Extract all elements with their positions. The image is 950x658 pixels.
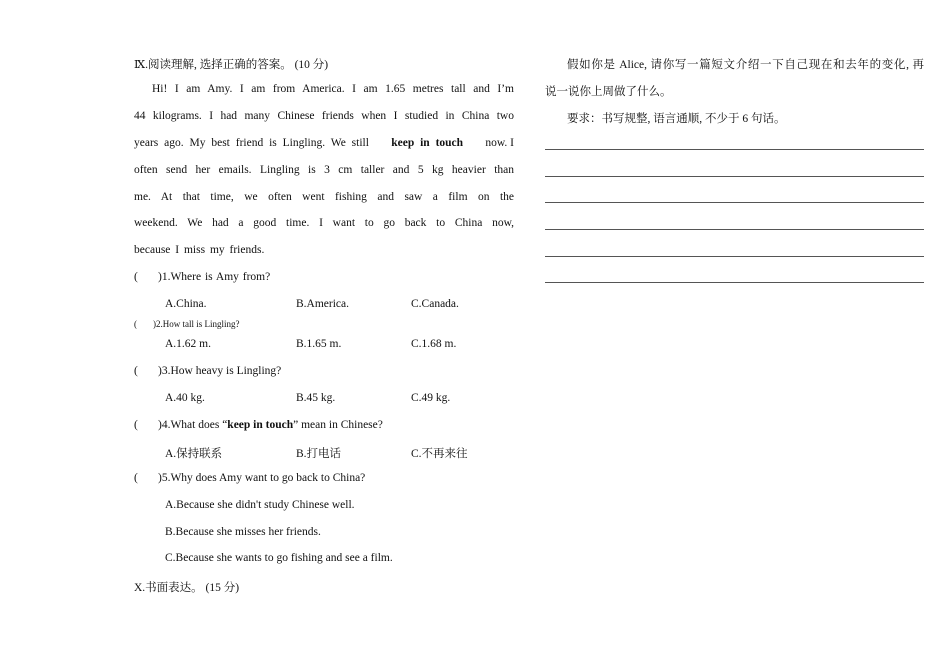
passage-line-4: often send her emails. Lingling is 3 cm taller and 5 kg heavier than xyxy=(134,164,514,176)
writing-line[interactable] xyxy=(545,149,924,150)
question-text-before: )4.What does “ xyxy=(158,419,228,431)
passage-line-7: because I miss my friends. xyxy=(134,244,265,256)
passage-line-6: weekend. We had a good time. I want to go back to China now, xyxy=(134,217,514,229)
option-a: A.Because she didn't study Chinese well. xyxy=(165,499,355,511)
writing-line[interactable] xyxy=(545,256,924,257)
writing-line[interactable] xyxy=(545,176,924,177)
option-c: C.Because she wants to go fishing and see a film. xyxy=(165,552,393,564)
section-10-title: X.书面表达。 (15 分) xyxy=(134,582,240,594)
writing-requirement: 要求：书写规整, 语言通顺, 不少于 6 句话。 xyxy=(567,113,786,125)
writing-prompt-line-2: 说一说你上周做了什么。 xyxy=(545,86,672,98)
option-a: A.保持联系 xyxy=(165,448,223,460)
passage-line-5: me. At that time, we often went fishing and saw a film on the xyxy=(134,191,514,203)
writing-line[interactable] xyxy=(545,282,924,283)
option-c: C.不再来往 xyxy=(411,448,468,460)
question-text: )2.How tall is Lingling? xyxy=(153,319,240,329)
option-c: C.Canada. xyxy=(411,298,459,310)
option-a: A.40 kg. xyxy=(165,392,205,404)
passage-line-3-end: now. I xyxy=(485,137,514,149)
answer-paren[interactable]: ( xyxy=(134,319,137,329)
keyword-keep-in-touch: keep in touch xyxy=(391,137,464,149)
question-text: )3.How heavy is Lingling? xyxy=(158,365,282,377)
answer-paren[interactable]: ( xyxy=(134,365,138,377)
writing-line[interactable] xyxy=(545,202,924,203)
option-a: A.China. xyxy=(165,298,207,310)
answer-paren[interactable]: ( xyxy=(134,419,138,431)
passage-line-2: 44 kilograms. I had many Chinese friends when I studied in China two xyxy=(134,110,514,122)
question-text: )5.Why does Amy want to go back to China? xyxy=(158,472,366,484)
option-b: B.Because she misses her friends. xyxy=(165,526,321,538)
option-c: C.49 kg. xyxy=(411,392,451,404)
option-c: C.1.68 m. xyxy=(411,338,457,350)
option-b: B.1.65 m. xyxy=(296,338,342,350)
option-a: A.1.62 m. xyxy=(165,338,211,350)
passage-line-3 xyxy=(134,137,514,149)
question-text: )1.Where is Amy from? xyxy=(158,271,271,283)
passage-line-3-start: years ago. My best friend is Lingling. We still xyxy=(134,137,369,149)
option-b: B.America. xyxy=(296,298,350,310)
passage-line-1: Hi! I am Amy. I am from America. I am 1.65 metres tall and I’m xyxy=(152,83,514,95)
answer-paren[interactable]: ( xyxy=(134,472,138,484)
writing-prompt-line-1: 假如你是 Alice, 请你写一篇短文介绍一下自己现在和去年的变化, 再 xyxy=(567,59,924,71)
option-b: B.45 kg. xyxy=(296,392,336,404)
answer-paren[interactable]: ( xyxy=(134,271,138,283)
section-9-title: Ⅸ.阅读理解, 选择正确的答案。 (10 分) xyxy=(134,59,329,71)
question-keyword: keep in touch xyxy=(227,419,294,431)
option-b: B.打电话 xyxy=(296,448,342,460)
question-text-after: ” mean in Chinese? xyxy=(293,419,383,431)
writing-line[interactable] xyxy=(545,229,924,230)
question-text xyxy=(158,419,383,431)
